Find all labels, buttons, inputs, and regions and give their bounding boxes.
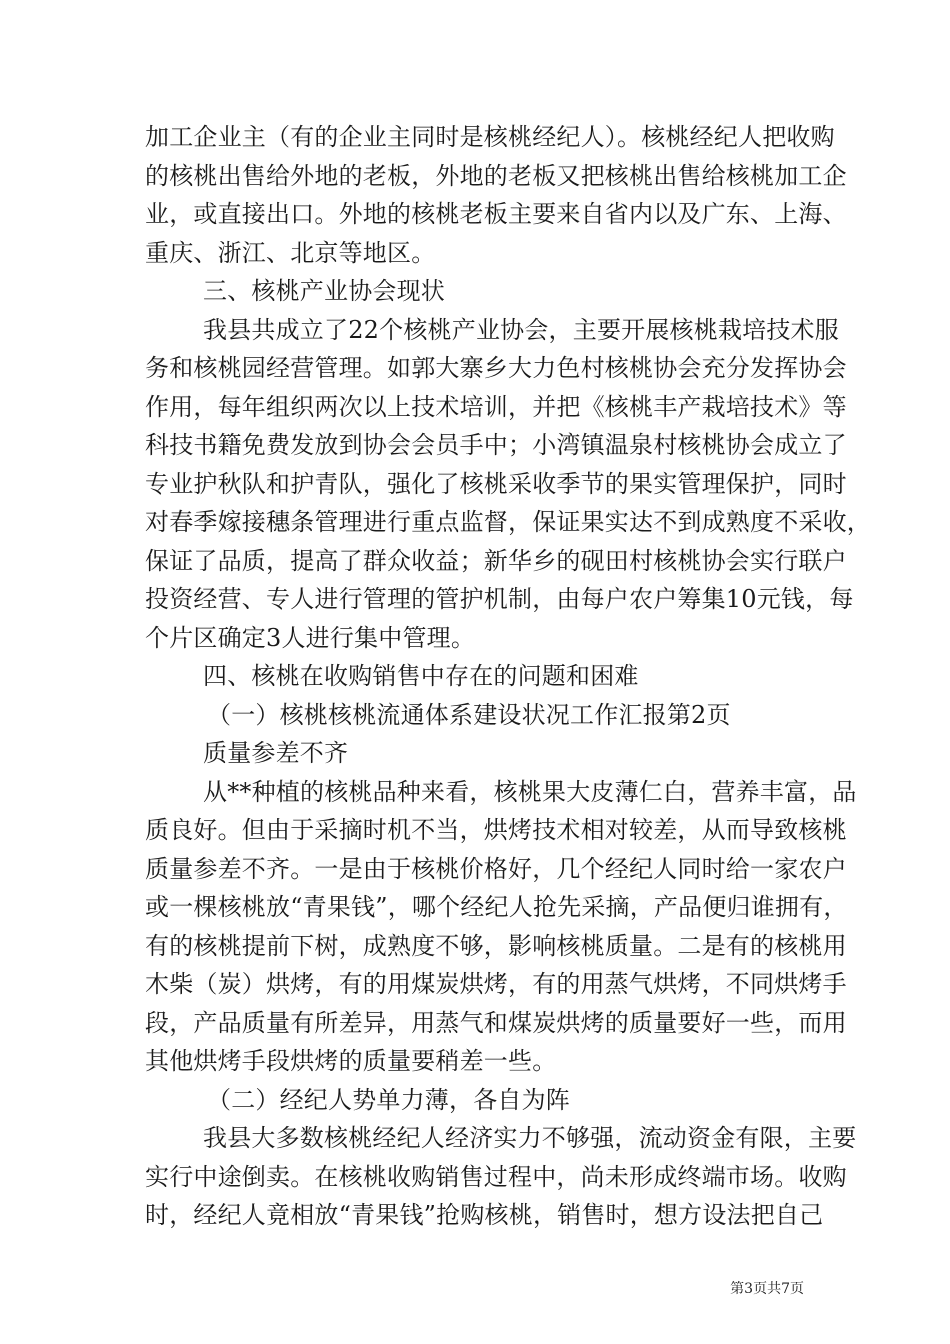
text-line: 时，经纪人竟相放“青果钱”抢购核桃，销售时，想方设法把自己 — [145, 1201, 824, 1229]
text-line: 我县大多数核桃经纪人经济实力不够强，流动资金有限，主要 — [203, 1124, 857, 1152]
text-line: 质量参差不齐。一是由于核桃价格好，几个经纪人同时给一家农户 — [145, 854, 847, 883]
text-line: 作用，每年组织两次以上技术培训，并把《核桃丰产栽培技术》等 — [145, 392, 847, 421]
text-line: 的核桃出售给外地的老板，外地的老板又把核桃出售给核桃加工企 — [145, 161, 847, 190]
subsection-title: 质量参差不齐 — [203, 739, 349, 767]
section-heading: 三、核桃产业协会现状 — [203, 277, 445, 305]
text-line: 段，产品质量有所差异，用蒸气和煤炭烘烤的质量要好一些，而用 — [145, 1008, 847, 1037]
text-line: 有的核桃提前下树，成熟度不够，影响核桃质量。二是有的核桃用 — [145, 931, 847, 960]
subsection-heading: （一）核桃核桃流通体系建设状况工作汇报第2页 — [207, 700, 731, 729]
text-line: 从**种植的核桃品种来看，核桃果大皮薄仁白，营养丰富，品 — [203, 777, 857, 806]
text-line: 务和核桃园经营管理。如郭大寨乡大力色村核桃协会充分发挥协会 — [145, 354, 847, 382]
text-line: 个片区确定3人进行集中管理。 — [145, 623, 476, 652]
text-line: 质良好。但由于采摘时机不当，烘烤技术相对较差，从而导致核桃 — [145, 816, 847, 844]
text-line: 重庆、浙江、北京等地区。 — [145, 238, 436, 267]
text-line: 或一棵核桃放“青果钱”，哪个经纪人抢先采摘，产品便归谁拥有， — [145, 893, 848, 921]
text-line: 专业护秋队和护青队，强化了核桃采收季节的果实管理保护，同时 — [145, 469, 847, 498]
text-line: 对春季嫁接穗条管理进行重点监督，保证果实达不到成熟度不采收， — [145, 508, 871, 536]
page-number: 第3页共7页 — [730, 1281, 804, 1297]
subsection-heading: （二）经纪人势单力薄，各自为阵 — [207, 1085, 570, 1114]
text-line: 其他烘烤手段烘烤的质量要稍差一些。 — [145, 1047, 557, 1075]
section-heading: 四、核桃在收购销售中存在的问题和困难 — [203, 662, 639, 690]
text-line: 加工企业主（有的企业主同时是核桃经纪人）。核桃经纪人把收购 — [145, 123, 835, 151]
text-line: 业，或直接出口。外地的核桃老板主要来自省内以及广东、上海、 — [145, 200, 847, 228]
text-line: 科技书籍免费发放到协会会员手中；小湾镇温泉村核桃协会成立了 — [145, 431, 847, 459]
text-line: 实行中途倒卖。在核桃收购销售过程中，尚未形成终端市场。收购 — [145, 1162, 847, 1191]
text-line: 投资经营、专人进行管理的管护机制，由每户农户筹集10元钱，每 — [145, 585, 854, 613]
document-body — [145, 118, 871, 1235]
text-line: 我县共成立了22个核桃产业协会，主要开展核桃栽培技术服 — [203, 315, 839, 344]
text-line: 木柴（炭）烘烤，有的用煤炭烘烤，有的用蒸气烘烤，不同烘烤手 — [145, 970, 847, 998]
text-line: 保证了品质，提高了群众收益；新华乡的砚田村核桃协会实行联户 — [145, 546, 847, 575]
